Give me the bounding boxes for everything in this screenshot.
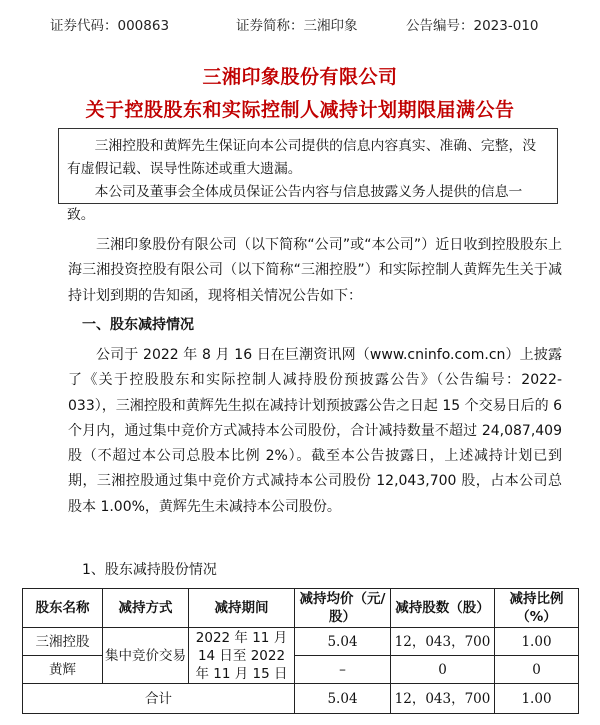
cell-shares: 12，043，700 [391,628,495,656]
table-row [23,628,579,656]
header-avg-price: 减持均价（元/股） [295,589,391,628]
intro-block [68,233,562,309]
header-shares: 减持股数（股） [391,589,495,628]
notice-title: 关于控股股东和实际控制人减持计划期限届满公告 [85,99,515,121]
cell-total-avg-price: 5.04 [295,684,391,714]
table-total-row [23,684,579,714]
notice-number: 公告编号：2023-010 [406,18,539,34]
cell-method: 集中竞价交易 [103,628,189,684]
cell-total-ratio: 1.00 [495,684,579,714]
section-body [68,343,562,520]
section-heading: 一、股东减持情况 [82,317,194,333]
cell-avg-price: 5.04 [295,628,391,656]
cell-period: 2022 年 11 月 14 日至 2022 年 11 月 15 日 [189,628,295,684]
cell-avg-price: – [295,656,391,684]
company-name: 三湘印象股份有限公司 [202,66,398,88]
header-shareholder: 股东名称 [23,589,103,628]
disclaimer-line-2: 本公司及董事会全体成员保证公告内容与信息披露义务人提供的信息一致。 [67,184,523,223]
header-ratio: 减持比例（%） [495,589,579,628]
header-method: 减持方式 [103,589,189,628]
header-period: 减持期间 [189,589,295,628]
cell-ratio: 1.00 [495,628,579,656]
cell-shareholder: 三湘控股 [23,628,103,656]
reduction-table [22,588,579,714]
cell-shareholder: 黄辉 [23,656,103,684]
table-header-row [23,589,579,628]
disclosure-paragraph: 公司于 2022 年 8 月 16 日在巨潮资讯网（www.cninfo.com.cn）上披露了《关于控股股东和实际控制人减持股份预披露公告》（公告编号：2022-033），三湘控股和黄辉先生拟在减持计划预披露公告之日起 15 个交易日后的 6 个月内，通过集中竞价方式减持本公司股份，合计减持数量不超过 24,087,409 股（不超过本公司总股本比例 2%）。截至本公告披露日，上述减持计划已到期，三湘控股通过集中竞价方式减持本公司股份 12,043,700 股，占本公司总股本 1.00%，黄辉先生未减持本公司股份。 [68,347,562,515]
stock-abbreviation: 证券简称：三湘印象 [236,18,358,34]
disclaimer-box [58,128,558,223]
cell-ratio: 0 [495,656,579,684]
cell-total-shares: 12，043，700 [391,684,495,714]
intro-paragraph: 三湘印象股份有限公司（以下简称“公司”或“本公司”）近日收到控股股东上海三湘投资控股有限公司（以下简称“三湘控股”）和实际控制人黄辉先生关于减持计划到期的告知函，现将相关情况公告如下： [68,237,562,304]
subsection-heading: 1、股东减持股份情况 [82,562,217,578]
cell-total-label: 合计 [23,684,295,714]
stock-code: 证券代码：000863 [50,18,170,34]
cell-shares: 0 [391,656,495,684]
disclaimer-line-1: 三湘控股和黄辉先生保证向本公司提供的信息内容真实、准确、完整，没有虚假记载、误导性陈述或重大遗漏。 [67,138,537,177]
